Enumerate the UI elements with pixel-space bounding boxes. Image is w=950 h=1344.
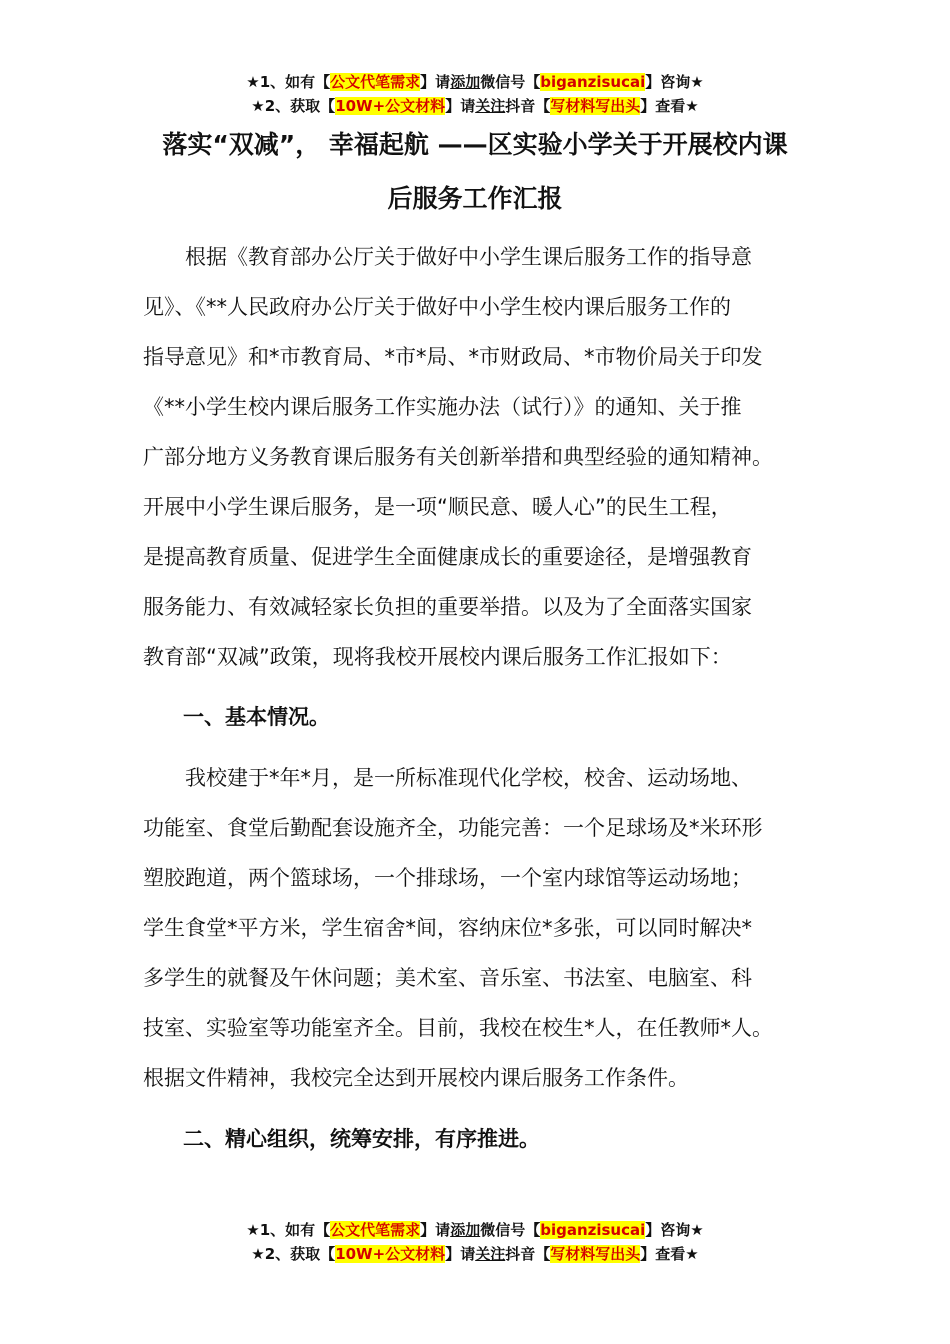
promo-text: 】查看★ <box>640 97 699 115</box>
paragraph-line: 服务能力、有效减轻家长负担的重要举措。以及为了全面落实国家 <box>143 595 752 619</box>
promo-text: 】请 <box>445 97 476 115</box>
promo-highlight: 公文代笔需求 <box>330 1221 421 1239</box>
paragraph-line: 我校建于*年*月，是一所标准现代化学校，校舍、运动场地、 <box>143 766 752 790</box>
section-heading: 二、精心组织，统筹安排，有序推进。 <box>183 1127 540 1151</box>
promo-text: 抖音【 <box>505 97 551 115</box>
promo-text: 】请 <box>445 1245 476 1263</box>
promo-highlight: 写材料写出头 <box>550 97 641 115</box>
footer-promo <box>0 1218 950 1266</box>
promo-text: ★2、获取【 <box>251 97 336 115</box>
paragraph-line: 学生食堂*平方米，学生宿舍*间，容纳床位*多张，可以同时解决* <box>143 916 752 940</box>
title-line: 落实“双减”， 幸福起航 ——区实验小学关于开展校内课 <box>162 130 788 159</box>
promo-text: 微信号【 <box>480 73 541 91</box>
paragraph-line: 塑胶跑道，两个篮球场，一个排球场，一个室内球馆等运动场地； <box>143 866 752 890</box>
promo-line-1 <box>0 1218 950 1242</box>
promo-text: 】请 <box>420 73 451 91</box>
paragraph-line: 《**小学生校内课后服务工作实施办法（试行）》的通知、关于推 <box>143 395 742 419</box>
paragraph-line: 是提高教育质量、促进学生全面健康成长的重要途径，是增强教育 <box>143 545 752 569</box>
paragraph-line: 根据《教育部办公厅关于做好中小学生课后服务工作的指导意 <box>143 245 752 269</box>
promo-highlight: biganzisucai <box>540 1221 646 1239</box>
promo-text: ★1、如有【 <box>246 1221 331 1239</box>
promo-highlight: biganzisucai <box>540 73 646 91</box>
title-line: 后服务工作汇报 <box>387 184 563 213</box>
header-promo <box>0 70 950 118</box>
promo-text: 】查看★ <box>640 1245 699 1263</box>
promo-highlight: 10W+公文材料 <box>335 1245 446 1263</box>
paragraph-line: 技室、实验室等功能室齐全。目前，我校在校生*人，在任教师*人。 <box>143 1016 773 1040</box>
document-title <box>140 118 810 226</box>
promo-underline: 关注 <box>475 1245 506 1263</box>
promo-text: 抖音【 <box>505 1245 551 1263</box>
promo-text: 】请 <box>420 1221 451 1239</box>
promo-highlight: 10W+公文材料 <box>335 97 446 115</box>
paragraph-line: 多学生的就餐及午休问题；美术室、音乐室、书法室、电脑室、科 <box>143 966 752 990</box>
paragraph-line: 广部分地方义务教育课后服务有关创新举措和典型经验的通知精神。 <box>143 445 773 469</box>
paragraph-line: 教育部“双减”政策，现将我校开展校内课后服务工作汇报如下： <box>143 645 732 669</box>
promo-text: 】咨询★ <box>645 73 704 91</box>
promo-text: ★2、获取【 <box>251 1245 336 1263</box>
section-paragraph <box>143 753 813 1103</box>
promo-highlight: 公文代笔需求 <box>330 73 421 91</box>
promo-line-2 <box>0 94 950 118</box>
promo-line-2 <box>0 1242 950 1266</box>
promo-underline: 添加 <box>450 73 481 91</box>
paragraph-line: 指导意见》和*市教育局、*市*局、*市财政局、*市物价局关于印发 <box>143 345 763 369</box>
paragraph-line: 开展中小学生课后服务，是一项“顺民意、暖人心”的民生工程， <box>143 495 732 519</box>
paragraph-line: 根据文件精神，我校完全达到开展校内课后服务工作条件。 <box>143 1066 689 1090</box>
intro-paragraph <box>143 232 813 682</box>
paragraph-line: 见》、《**人民政府办公厅关于做好中小学生校内课后服务工作的 <box>143 295 731 319</box>
paragraph-line: 功能室、食堂后勤配套设施齐全，功能完善：一个足球场及*米环形 <box>143 816 763 840</box>
section-heading: 一、基本情况。 <box>183 705 330 729</box>
promo-underline: 关注 <box>475 97 506 115</box>
promo-text: 】咨询★ <box>645 1221 704 1239</box>
promo-text: 微信号【 <box>480 1221 541 1239</box>
promo-text: ★1、如有【 <box>246 73 331 91</box>
promo-underline: 添加 <box>450 1221 481 1239</box>
promo-highlight: 写材料写出头 <box>550 1245 641 1263</box>
promo-line-1 <box>0 70 950 94</box>
